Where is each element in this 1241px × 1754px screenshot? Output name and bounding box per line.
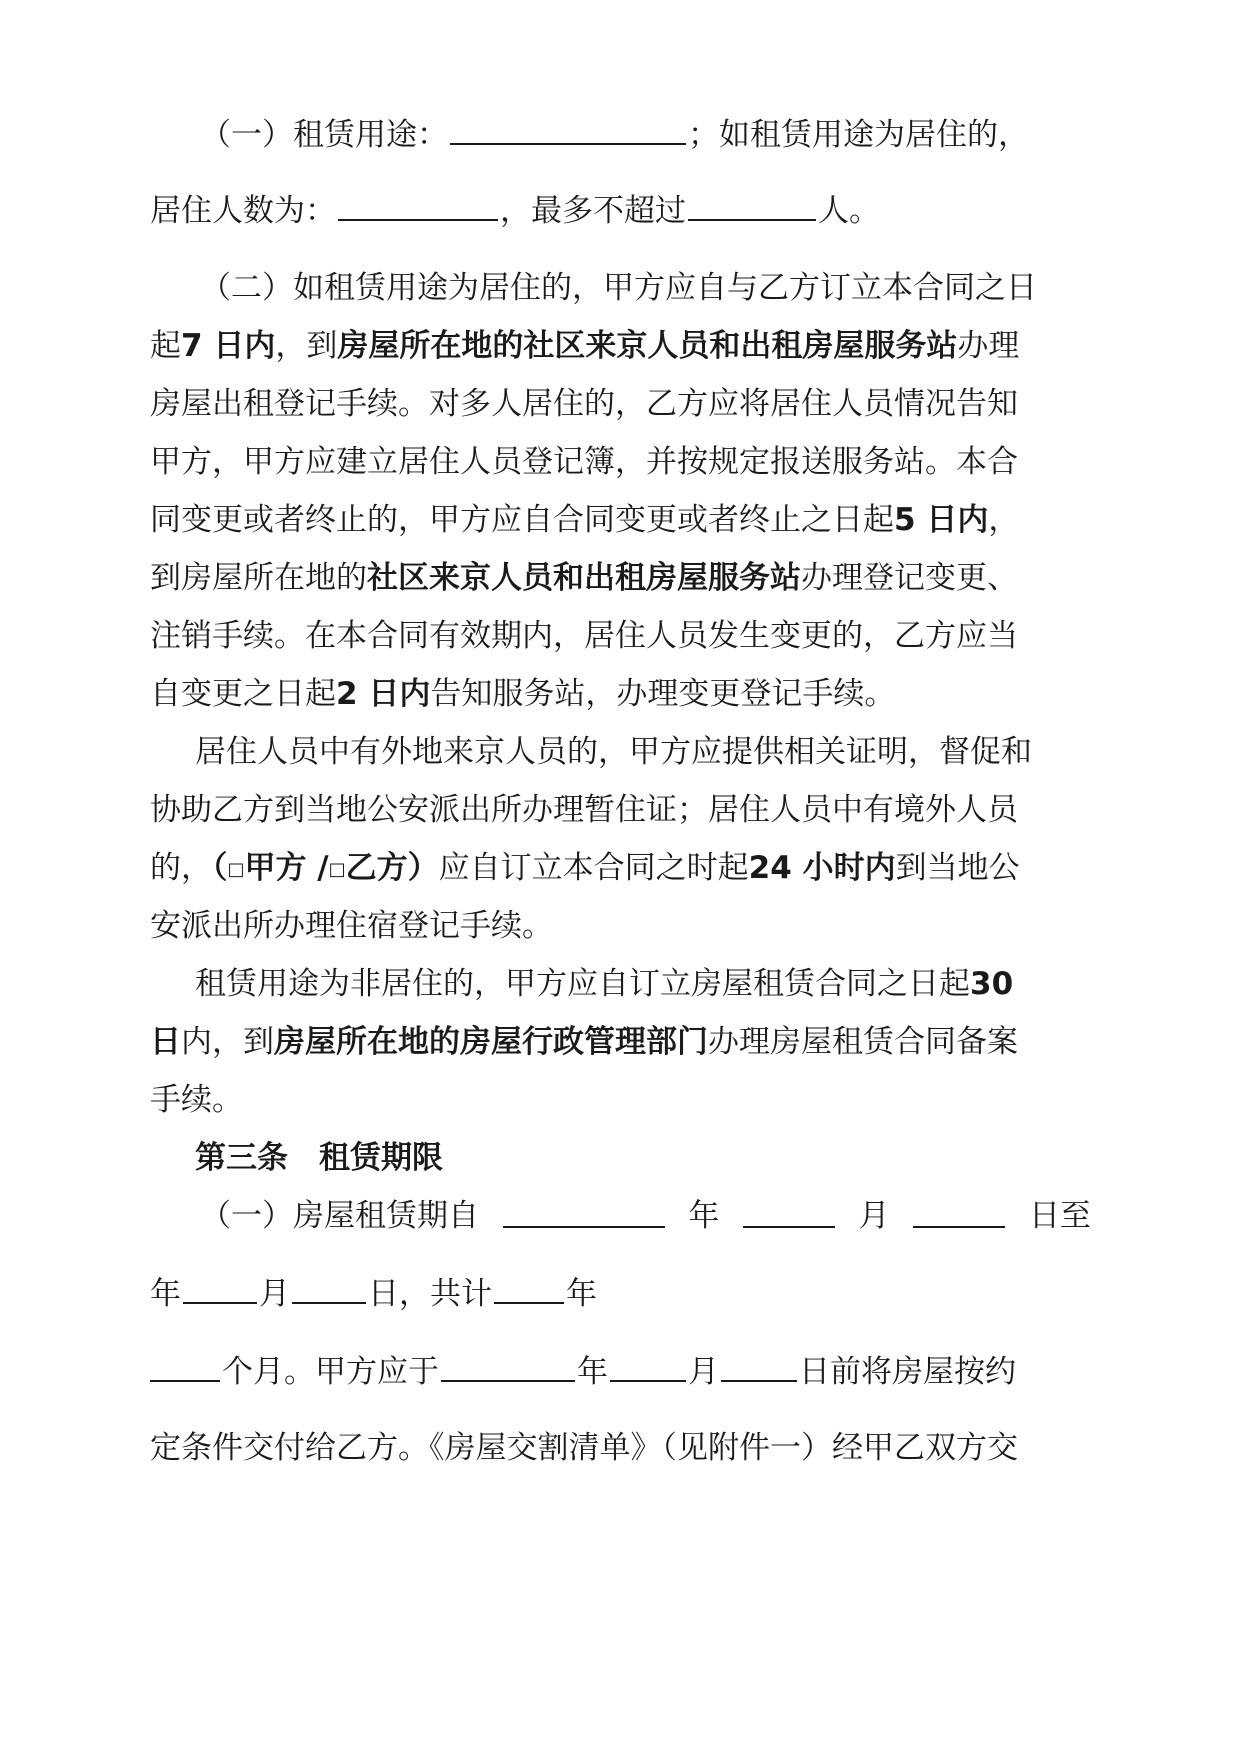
paragraph-line: 同变更或者终止的，甲方应自合同变更或者终止之日起5 日内， bbox=[150, 502, 1020, 538]
delivery-year-blank[interactable] bbox=[441, 1350, 575, 1382]
delivery-day-blank[interactable] bbox=[721, 1350, 797, 1382]
end-day-blank[interactable] bbox=[292, 1272, 366, 1304]
occupants-count-blank[interactable] bbox=[338, 189, 498, 221]
delivery-month-blank[interactable] bbox=[610, 1350, 686, 1382]
lease-term-line: （一）房屋租赁期自 年 月 日至 bbox=[200, 1198, 1091, 1234]
paragraph-line: 注销手续。在本合同有效期内，居住人员发生变更的，乙方应当 bbox=[150, 618, 1018, 654]
lease-term-line: 年 月 日，共计 年 bbox=[150, 1272, 1091, 1312]
paragraph-line: 到房屋所在地的社区来京人员和出租房屋服务站办理登记变更、 bbox=[150, 560, 1018, 596]
start-year-blank[interactable] bbox=[503, 1196, 665, 1228]
occupants-line: 居住人数为： ，最多不超过 人。 bbox=[150, 189, 1091, 229]
paragraph-line: 定条件交付给乙方。《房屋交割清单》（见附件一）经甲乙双方交 bbox=[150, 1430, 1018, 1466]
purpose-blank[interactable] bbox=[450, 113, 686, 145]
article-heading: 第三条 租赁期限 bbox=[195, 1140, 443, 1176]
party-b-checkbox[interactable]: □ bbox=[328, 859, 346, 880]
paragraph-line: 居住人员中有外地来京人员的，甲方应提供相关证明，督促和 bbox=[195, 734, 1032, 770]
start-month-blank[interactable] bbox=[743, 1196, 835, 1228]
total-years-blank[interactable] bbox=[494, 1272, 564, 1304]
purpose-line: （一）租赁用途： ；如租赁用途为居住的， bbox=[200, 113, 1091, 153]
max-occupants-blank[interactable] bbox=[688, 189, 816, 221]
party-a-checkbox[interactable]: □ bbox=[227, 859, 245, 880]
paragraph-line: 日内，到房屋所在地的房屋行政管理部门办理房屋租赁合同备案 bbox=[150, 1024, 1018, 1060]
start-day-blank[interactable] bbox=[913, 1196, 1005, 1228]
party-choice-line: 的，（□甲方 /□乙方）应自订立本合同之时起24 小时内到当地公 bbox=[150, 850, 1020, 886]
paragraph-line: 手续。 bbox=[150, 1082, 243, 1118]
paragraph-line: 安派出所办理住宿登记手续。 bbox=[150, 908, 553, 944]
paragraph-line: 起7 日内，到房屋所在地的社区来京人员和出租房屋服务站办理 bbox=[150, 328, 1020, 364]
paragraph-line: 协助乙方到当地公安派出所办理暂住证；居住人员中有境外人员 bbox=[150, 792, 1018, 828]
paragraph-line: 自变更之日起2 日内告知服务站，办理变更登记手续。 bbox=[150, 676, 896, 712]
total-months-blank[interactable] bbox=[150, 1350, 220, 1382]
end-month-blank[interactable] bbox=[183, 1272, 257, 1304]
paragraph-line: 甲方，甲方应建立居住人员登记簿，并按规定报送服务站。本合 bbox=[150, 444, 1018, 480]
delivery-date-line: 个月。甲方应于 年 月 日前将房屋按约 bbox=[150, 1350, 1091, 1390]
paragraph-line: 房屋出租登记手续。对多人居住的，乙方应将居住人员情况告知 bbox=[150, 386, 1018, 422]
paragraph-line: （二）如租赁用途为居住的，甲方应自与乙方订立本合同之日 bbox=[200, 270, 1037, 306]
paragraph-line: 租赁用途为非居住的，甲方应自订立房屋租赁合同之日起30 bbox=[195, 966, 1014, 1002]
